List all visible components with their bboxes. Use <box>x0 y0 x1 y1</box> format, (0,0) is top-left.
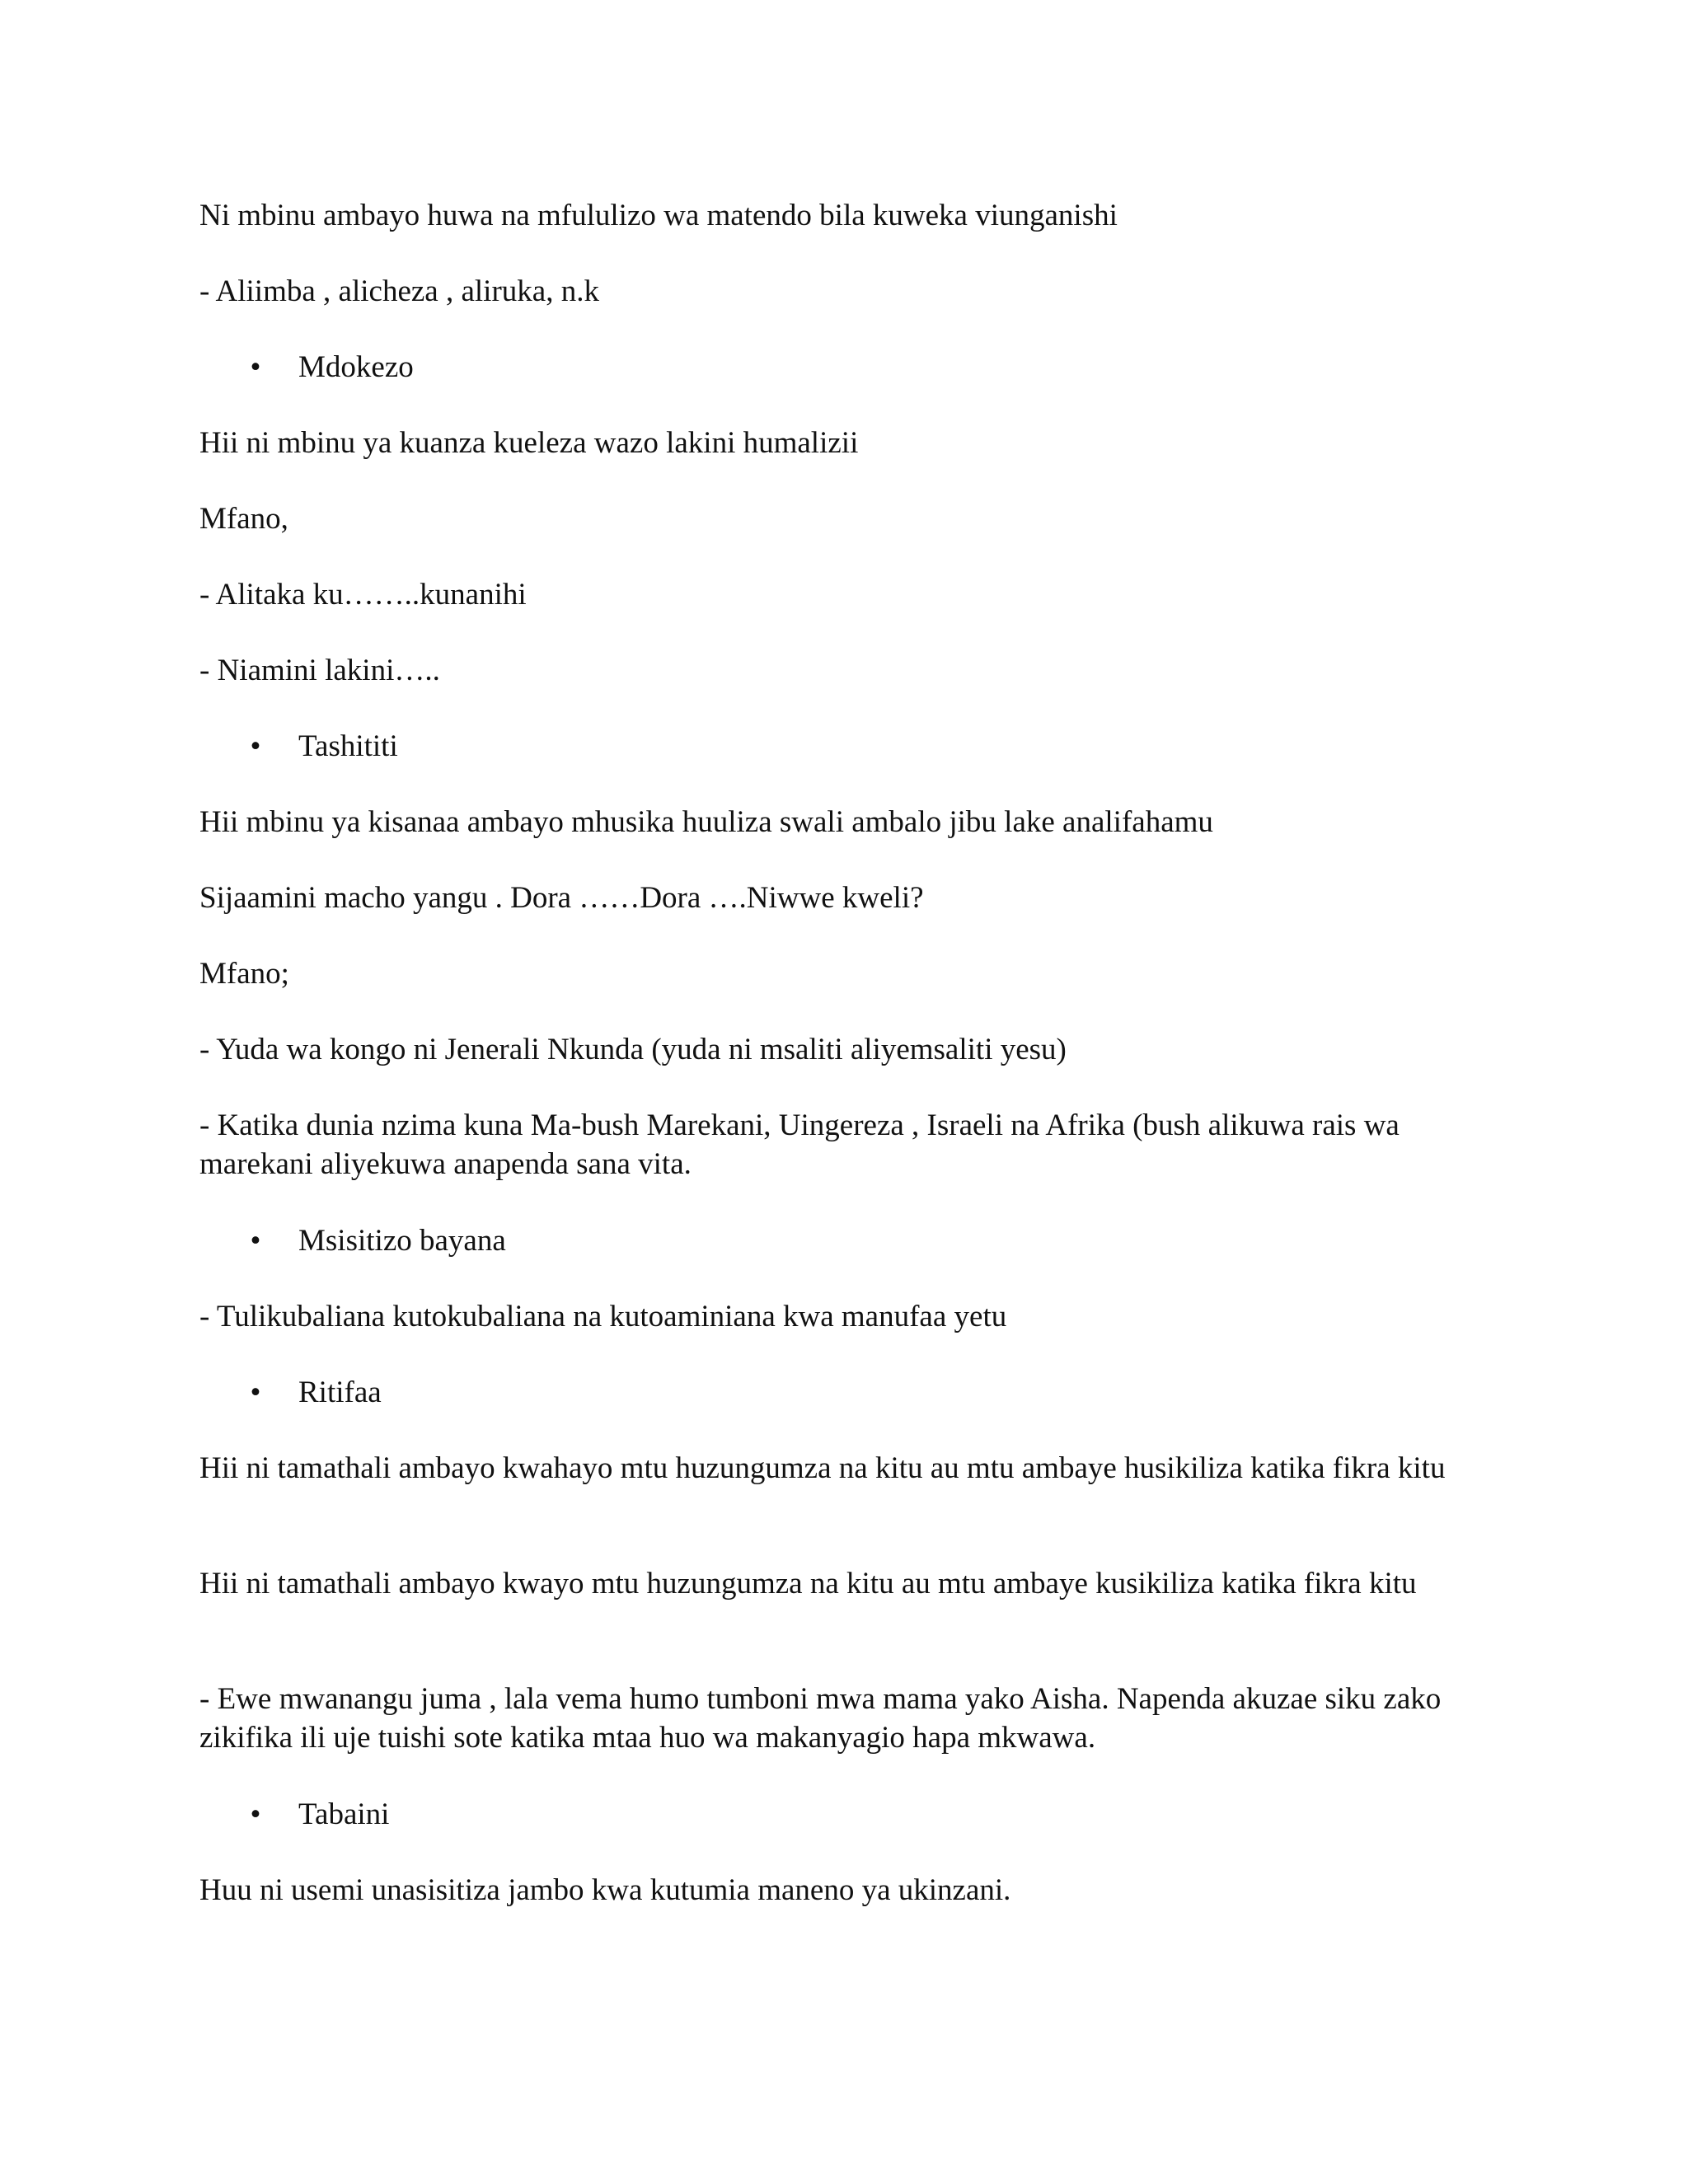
bullet-label: Ritifaa <box>298 1376 382 1409</box>
paragraph: - Aliimba , alicheza , aliruka, n.k <box>199 274 599 308</box>
paragraph: Sijaamini macho yangu . Dora ……Dora ….Niwwe kweli? <box>199 881 924 915</box>
bullet-label: Msisitizo bayana <box>298 1224 506 1258</box>
bullet-icon: • <box>250 729 261 763</box>
bullet-icon: • <box>250 1797 261 1831</box>
paragraph: Ni mbinu ambayo huwa na mfululizo wa matendo bila kuweka viunganishi <box>199 199 1118 232</box>
paragraph: Hii mbinu ya kisanaa ambayo mhusika huuliza swali ambalo jibu lake analifahamu <box>199 805 1213 839</box>
paragraph: - Katika dunia nzima kuna Ma-bush Marekani, Uingereza , Israeli na Afrika (bush alikuwa rais wa marekani aliyekuwa anapenda sana vita. <box>199 1108 1400 1181</box>
paragraph: - Alitaka ku……..kunanihi <box>199 578 527 612</box>
paragraph: - Yuda wa kongo ni Jenerali Nkunda (yuda ni msaliti aliyemsaliti yesu) <box>199 1033 1067 1066</box>
bullet-icon: • <box>250 1376 261 1409</box>
bullet-label: Tashititi <box>298 729 398 763</box>
bullet-label: Tabaini <box>298 1797 390 1831</box>
paragraph: Huu ni usemi unasisitiza jambo kwa kutumia maneno ya ukinzani. <box>199 1873 1011 1907</box>
paragraph: Hii ni mbinu ya kuanza kueleza wazo lakini humalizii <box>199 426 859 460</box>
bullet-icon: • <box>250 1224 261 1258</box>
paragraph: Hii ni tamathali ambayo kwayo mtu huzungumza na kitu au mtu ambaye kusikiliza katika fikra kitu <box>199 1567 1417 1601</box>
paragraph: Hii ni tamathali ambayo kwahayo mtu huzungumza na kitu au mtu ambaye husikiliza katika fikra kitu <box>199 1451 1446 1485</box>
paragraph: - Tulikubaliana kutokubaliana na kutoaminiana kwa manufaa yetu <box>199 1300 1007 1333</box>
bullet-label: Mdokezo <box>298 350 414 384</box>
paragraph: - Niamini lakini….. <box>199 654 440 687</box>
paragraph: Mfano; <box>199 957 289 991</box>
paragraph: Mfano, <box>199 502 288 536</box>
bullet-icon: • <box>250 350 261 384</box>
paragraph: - Ewe mwanangu juma , lala vema humo tumboni mwa mama yako Aisha. Napenda akuzae siku zako zikifika ili uje tuishi sote katika mtaa huo wa makanyagio hapa mkwawa. <box>199 1682 1442 1755</box>
